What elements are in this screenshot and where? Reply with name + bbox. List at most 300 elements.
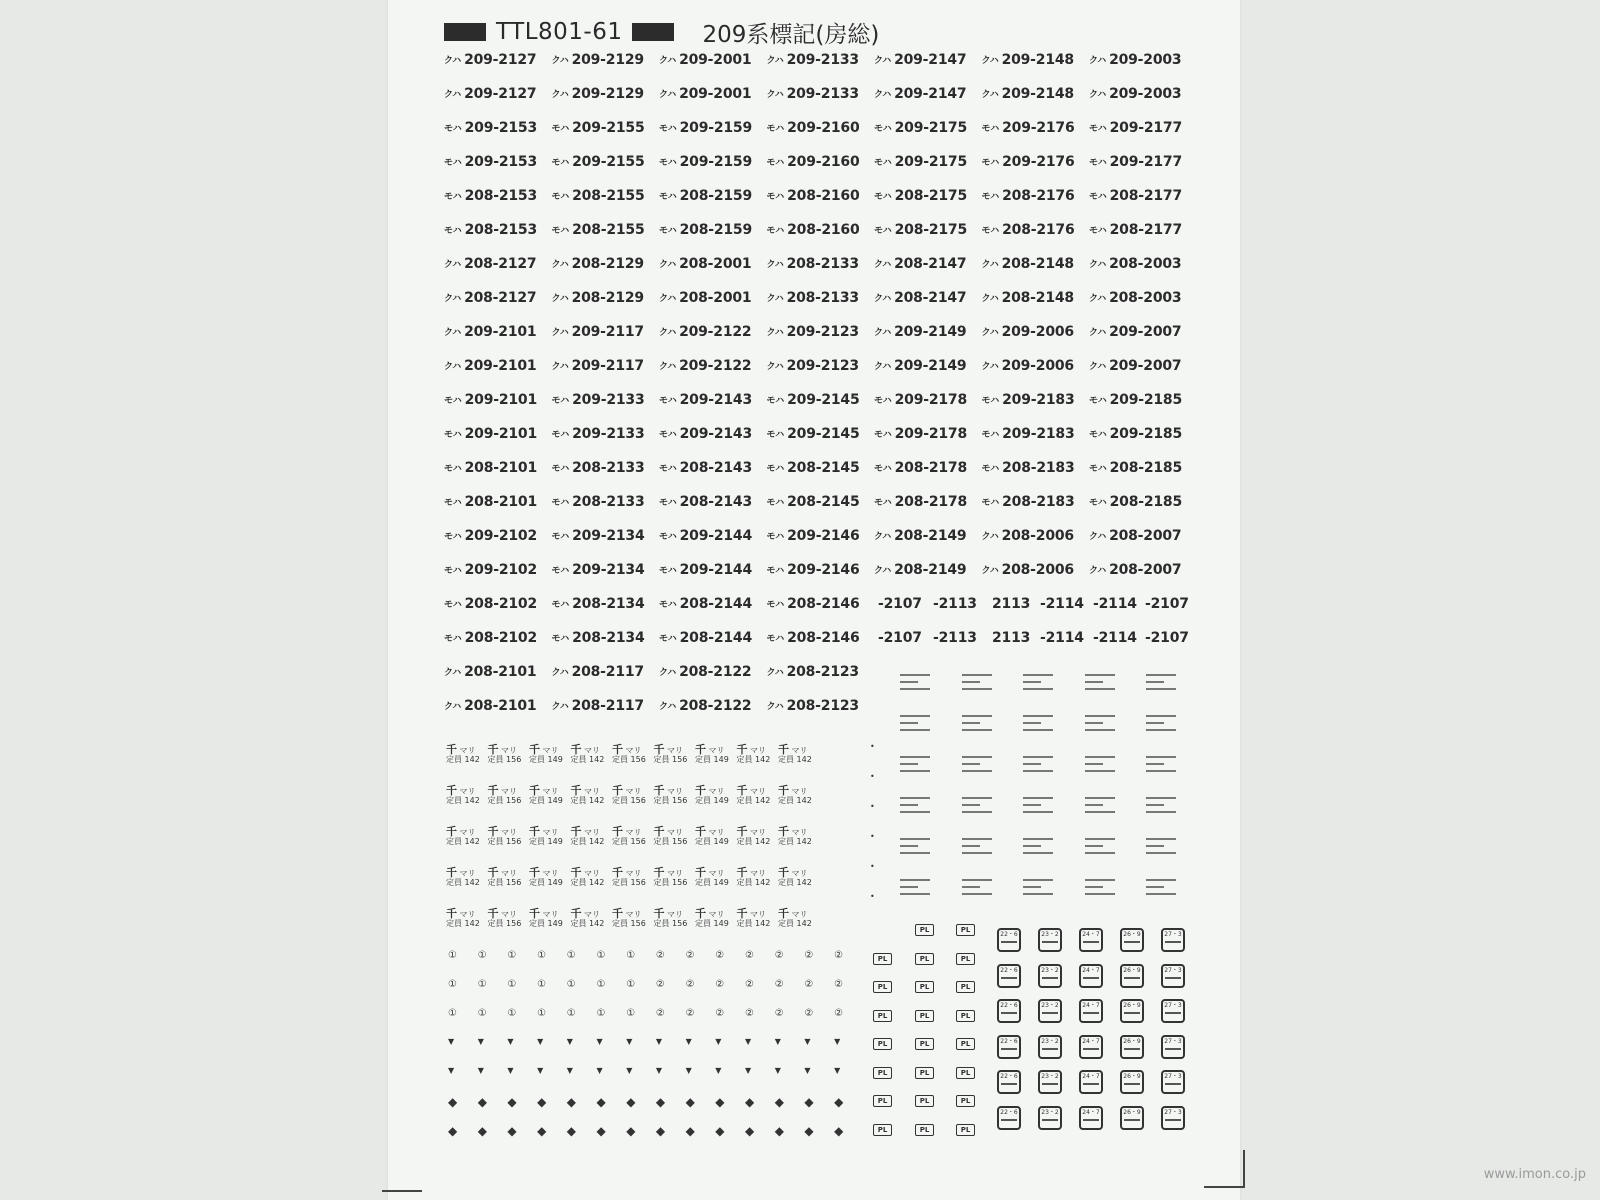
depot-kanji: 千 [778,866,789,879]
circle-number-mark: ① [448,1008,457,1019]
car-type-prefix: モハ [551,430,570,440]
circle-number-mark: ① [626,979,636,990]
car-number: 209-2145 [787,392,860,408]
car-type-prefix: クハ [874,260,892,270]
car-type-prefix: クハ [766,668,784,678]
capacity-label: 定員 156 [653,796,688,805]
date-box-mark: 26・9 [1120,1035,1144,1059]
inspection-record-mark [1085,834,1115,864]
car-number-decal [659,154,752,170]
depot-kanji: 千 [487,784,499,797]
circle-number-mark: ② [715,979,725,990]
car-number: 208-2007 [1109,528,1182,544]
car-number: 209-2101 [464,358,537,374]
car-number-decal [444,562,537,578]
car-number-decal [767,664,859,680]
depot-kana: マリ [747,869,767,878]
depot-kana: マリ [706,828,725,837]
depot-kana: マリ [457,910,476,919]
inspection-record-mark [962,875,992,905]
text-line [962,879,992,881]
car-number-decal [1089,426,1182,442]
car-type-prefix: モハ [444,124,462,134]
car-type-prefix: モハ [874,498,892,508]
car-number-decal [767,222,860,238]
car-type-prefix: クハ [444,260,462,270]
car-number-decal [982,460,1075,476]
car-type-prefix: モハ [551,464,570,474]
text-line [1023,770,1053,772]
car-number: 209-2160 [787,120,860,136]
car-number-decal [767,86,859,102]
depot-kanji: 千 [570,825,582,838]
circle-number-mark: ② [834,1008,844,1019]
text-line [962,797,992,799]
depot-mark [778,827,812,846]
car-number: 209-2122 [679,324,752,340]
car-type-prefix: モハ [1089,226,1107,236]
car-number: 208-2175 [894,188,968,204]
depot-kana: マリ [706,746,725,755]
depot-kana: マリ [623,746,642,755]
car-type-prefix: クハ [1089,56,1107,66]
arrow-mark: ▼ [626,1066,633,1075]
separator-dot: • [870,862,875,871]
car-type-prefix: クハ [1089,362,1107,372]
date-box-mark: 23・2 [1038,1070,1062,1094]
depot-kana: マリ [789,746,808,755]
car-number: 208-2127 [464,256,537,272]
circle-number-mark: ① [626,1008,636,1019]
depot-mark [446,745,480,764]
car-number: 208-2148 [1001,290,1074,306]
car-number: 208-2183 [1002,494,1075,510]
car-number-decal [444,256,536,272]
depot-mark [571,745,605,764]
car-type-prefix: クハ [766,702,784,712]
text-line [900,886,918,888]
depot-kanji: 千 [529,825,540,838]
car-number: 208-2145 [787,494,860,510]
car-number: 209-2185 [1109,426,1183,442]
car-number: 208-2001 [679,290,752,306]
circle-number-mark: ② [685,950,695,961]
text-line [1085,715,1115,717]
text-line [1146,893,1176,895]
depot-kana: マリ [581,787,601,796]
car-type-prefix: モハ [766,566,785,576]
depot-kanji: 千 [778,825,789,838]
arrow-mark: ▼ [804,1066,811,1075]
car-type-prefix: クハ [551,328,569,338]
car-type-prefix: クハ [981,90,999,100]
car-number-decal [444,188,537,204]
car-number: 209-2160 [787,154,860,170]
separator-dot: • [870,742,875,751]
text-line [1023,879,1053,881]
depot-mark [654,868,688,887]
car-type-prefix: モハ [766,498,785,508]
car-number: 209-2178 [894,392,968,408]
text-line [1146,681,1164,683]
depot-kana: マリ [623,910,642,919]
text-line [1085,886,1103,888]
text-line [1023,729,1053,731]
text-line [1023,852,1053,854]
capacity-label: 定員 142 [446,837,480,846]
text-line [900,879,930,881]
circle-number-mark: ② [834,979,844,990]
car-number: 209-2175 [894,120,968,136]
inspection-record-mark [1146,793,1176,823]
capacity-label: 定員 142 [736,755,771,764]
car-number: 208-2129 [571,256,644,272]
arrow-mark: ▼ [715,1037,722,1046]
diamond-mark: ◆ [626,1095,636,1109]
car-number-decal [982,562,1074,578]
car-number-decal: -2113 [933,630,977,646]
inspection-record-mark [1023,793,1053,823]
circle-number-mark: ① [626,950,636,961]
depot-mark [612,827,646,846]
depot-kanji: 千 [695,743,706,756]
arrow-mark: ▼ [745,1066,752,1075]
car-number: 208-2153 [464,222,538,238]
car-number: 208-2133 [786,256,859,272]
car-type-prefix: モハ [659,124,677,134]
car-number-decal [874,256,966,272]
arrow-mark: ▼ [715,1066,722,1075]
diamond-mark: ◆ [685,1124,695,1138]
arrow-mark: ▼ [566,1037,573,1046]
diamond-mark: ◆ [774,1124,784,1138]
separator-dot: • [870,892,875,901]
capacity-label: 定員 149 [529,755,563,764]
text-line [900,770,930,772]
sheet-header [444,12,879,52]
car-type-prefix: クハ [659,702,677,712]
car-number: 209-2007 [1109,358,1182,374]
car-type-prefix: クハ [766,328,784,338]
depot-mark [488,786,522,805]
text-line [1085,893,1115,895]
text-line [1146,845,1164,847]
depot-mark [654,786,688,805]
car-number-decal [874,290,966,306]
date-box-mark: 23・2 [1038,928,1062,952]
car-number: 209-2102 [464,562,538,578]
text-line [962,688,992,690]
car-number: 208-2133 [572,494,645,510]
text-line [900,688,930,690]
car-type-prefix: クハ [551,90,569,100]
car-type-prefix: クハ [874,566,892,576]
date-box-mark: 22・6 [997,928,1021,952]
car-number: 209-2003 [1109,52,1182,68]
circle-number-mark: ① [537,1008,547,1019]
depot-kanji: 千 [529,866,540,879]
car-number-decal [1089,290,1181,306]
depot-kana: マリ [498,869,518,878]
car-number: 209-2133 [572,426,645,442]
car-type-prefix: モハ [659,634,677,644]
capacity-label: 定員 149 [695,878,729,887]
car-number: 209-2006 [1001,324,1074,340]
inspection-record-mark [1085,670,1115,700]
car-number-decal [659,86,751,102]
text-line [962,756,992,758]
car-number-decal [444,392,537,408]
depot-kana: マリ [706,869,725,878]
text-line [962,804,980,806]
car-type-prefix: クハ [766,294,784,304]
car-number: 208-2129 [571,290,644,306]
car-type-prefix: モハ [981,192,1000,202]
depot-mark [695,786,729,805]
depot-mark [488,745,522,764]
text-line [1023,845,1041,847]
car-type-prefix: モハ [1089,124,1107,134]
circle-number-mark: ① [477,979,487,990]
car-type-prefix: クハ [444,362,462,372]
capacity-label: 定員 156 [612,755,646,764]
text-line [1085,688,1115,690]
car-number: 208-2148 [1001,256,1074,272]
car-number-decal [552,630,645,646]
pl-mark: PL [873,1067,892,1079]
depot-mark [571,868,605,887]
car-type-prefix: モハ [659,226,677,236]
depot-kanji: 千 [736,907,748,920]
car-type-prefix: モハ [551,566,570,576]
car-number-decal [767,154,860,170]
capacity-label: 定員 142 [446,755,480,764]
car-number: 209-2147 [894,52,967,68]
depot-kanji: 千 [736,825,748,838]
diamond-mark: ◆ [685,1095,695,1109]
depot-kana: マリ [498,910,518,919]
car-number: 209-2148 [1001,86,1074,102]
depot-mark [529,827,563,846]
capacity-label: 定員 142 [736,837,771,846]
car-number: 208-2101 [464,664,537,680]
car-type-prefix: モハ [659,464,677,474]
car-number: 208-2134 [572,596,645,612]
text-line [962,811,992,813]
date-box-mark: 27・3 [1161,928,1185,952]
product-name: 209系標記(房総) [702,21,880,48]
inspection-record-mark [1085,793,1115,823]
car-number: 208-2155 [572,222,645,238]
text-line [962,715,992,717]
circle-number-mark: ② [745,979,754,990]
inspection-record-mark [900,752,930,782]
car-number: 208-2178 [894,494,968,510]
inspection-record-mark [1085,875,1115,905]
date-box-mark: 24・7 [1079,928,1103,952]
car-type-prefix: モハ [444,158,462,168]
car-number-decal [444,358,536,374]
inspection-record-mark [1146,752,1176,782]
circle-number-mark: ② [774,979,784,990]
car-number: 209-2123 [786,324,859,340]
car-type-prefix: モハ [1089,396,1107,406]
text-line [1146,722,1164,724]
date-box-mark: 26・9 [1120,1070,1144,1094]
text-line [900,729,930,731]
text-line [962,681,980,683]
car-type-prefix: モハ [766,396,785,406]
car-type-prefix: クハ [551,668,569,678]
depot-mark [529,745,563,764]
car-number: 208-2127 [464,290,537,306]
car-type-prefix: モハ [444,634,462,644]
car-number-decal [552,256,644,272]
car-number: 209-2101 [464,392,538,408]
car-type-prefix: モハ [444,430,462,440]
depot-kana: マリ [623,787,642,796]
depot-kana: マリ [581,746,601,755]
car-number-decal [659,256,751,272]
car-number: 209-2155 [572,120,645,136]
text-line [1023,886,1041,888]
text-line [1146,688,1176,690]
car-number-decal [659,562,752,578]
depot-kana: マリ [457,828,476,837]
car-number-decal [659,324,751,340]
depot-kana: マリ [540,787,559,796]
pl-mark: PL [873,1095,892,1107]
depot-mark [488,909,522,928]
car-type-prefix: モハ [1089,158,1107,168]
crop-mark-bottom-right-h [1204,1186,1244,1188]
car-type-prefix: クハ [766,56,784,66]
car-type-prefix: モハ [659,566,677,576]
car-number-decal [552,528,645,544]
car-number: 208-2177 [1109,188,1183,204]
car-number-decal [552,154,645,170]
watermark: www.imon.co.jp [1483,1167,1586,1182]
text-line [1146,886,1164,888]
car-number: 209-2185 [1109,392,1183,408]
car-type-prefix: モハ [874,464,892,474]
car-number-decal [767,324,859,340]
car-type-prefix: モハ [981,124,1000,134]
car-number: 209-2178 [894,426,968,442]
arrow-mark: ▼ [448,1066,455,1075]
inspection-record-mark [1146,670,1176,700]
pl-mark: PL [873,981,892,993]
car-number-decal [982,52,1074,68]
text-line [1085,804,1103,806]
car-number-decal [659,290,751,306]
car-number: 209-2133 [786,52,859,68]
car-number-decal [982,256,1074,272]
car-number-decal [874,528,966,544]
car-number: 208-2117 [571,664,644,680]
capacity-label: 定員 142 [778,878,812,887]
depot-kanji: 千 [570,866,582,879]
depot-mark [612,868,646,887]
car-number-decal [444,460,537,476]
depot-kana: マリ [747,787,767,796]
car-type-prefix: クハ [766,362,784,372]
car-type-prefix: クハ [1089,90,1107,100]
car-number-decal [1089,222,1182,238]
circle-number-mark: ② [715,950,725,961]
depot-kanji: 千 [612,866,623,879]
inspection-record-mark [1146,875,1176,905]
car-number: 208-2123 [786,698,859,714]
arrow-mark: ▼ [507,1037,514,1046]
car-number-decal [767,290,859,306]
arrow-mark: ▼ [685,1066,692,1075]
depot-mark [695,745,729,764]
diamond-mark: ◆ [596,1124,606,1138]
depot-kana: マリ [457,746,476,755]
depot-kanji: 千 [695,825,706,838]
car-type-prefix: モハ [659,158,677,168]
car-number: 208-2006 [1001,562,1074,578]
car-number-decal [552,86,644,102]
car-number-decal [444,290,536,306]
diamond-mark: ◆ [626,1124,636,1138]
car-type-prefix: クハ [659,668,677,678]
diamond-mark: ◆ [596,1095,606,1109]
car-number: 208-2123 [786,664,859,680]
car-number-decal [982,154,1075,170]
text-line [900,715,930,717]
depot-kana: マリ [664,910,684,919]
car-type-prefix: クハ [874,532,892,542]
car-type-prefix: モハ [444,532,462,542]
depot-kana: マリ [747,828,767,837]
depot-mark [737,786,771,805]
date-box-mark: 24・7 [1079,1106,1103,1130]
diamond-mark: ◆ [804,1124,814,1138]
circle-number-mark: ① [477,950,487,961]
car-type-prefix: クハ [551,702,569,712]
car-type-prefix: クハ [981,566,999,576]
car-type-prefix: モハ [981,226,1000,236]
crop-mark-bottom-left [382,1190,422,1192]
car-number: 208-2159 [679,188,753,204]
car-number-decal [552,460,645,476]
car-number: 209-2006 [1001,358,1074,374]
pl-mark: PL [956,1010,975,1022]
capacity-label: 定員 142 [736,878,771,887]
capacity-label: 定員 149 [695,755,729,764]
car-number-decal [874,86,966,102]
car-number-decal [444,596,537,612]
date-box-mark: 27・3 [1161,1070,1185,1094]
depot-kanji: 千 [736,784,748,797]
diamond-mark: ◆ [566,1124,577,1138]
car-number-decal [659,494,752,510]
circle-number-mark: ② [774,1008,784,1019]
capacity-label: 定員 156 [487,878,522,887]
car-type-prefix: クハ [874,56,892,66]
car-number-decal [982,426,1075,442]
depot-mark [488,868,522,887]
car-number: 208-2160 [787,188,860,204]
car-number: 209-2117 [571,324,644,340]
car-type-prefix: モハ [659,396,677,406]
car-type-prefix: クハ [766,260,784,270]
text-line [900,804,918,806]
car-number: 208-2101 [464,494,538,510]
car-number-decal [444,86,536,102]
